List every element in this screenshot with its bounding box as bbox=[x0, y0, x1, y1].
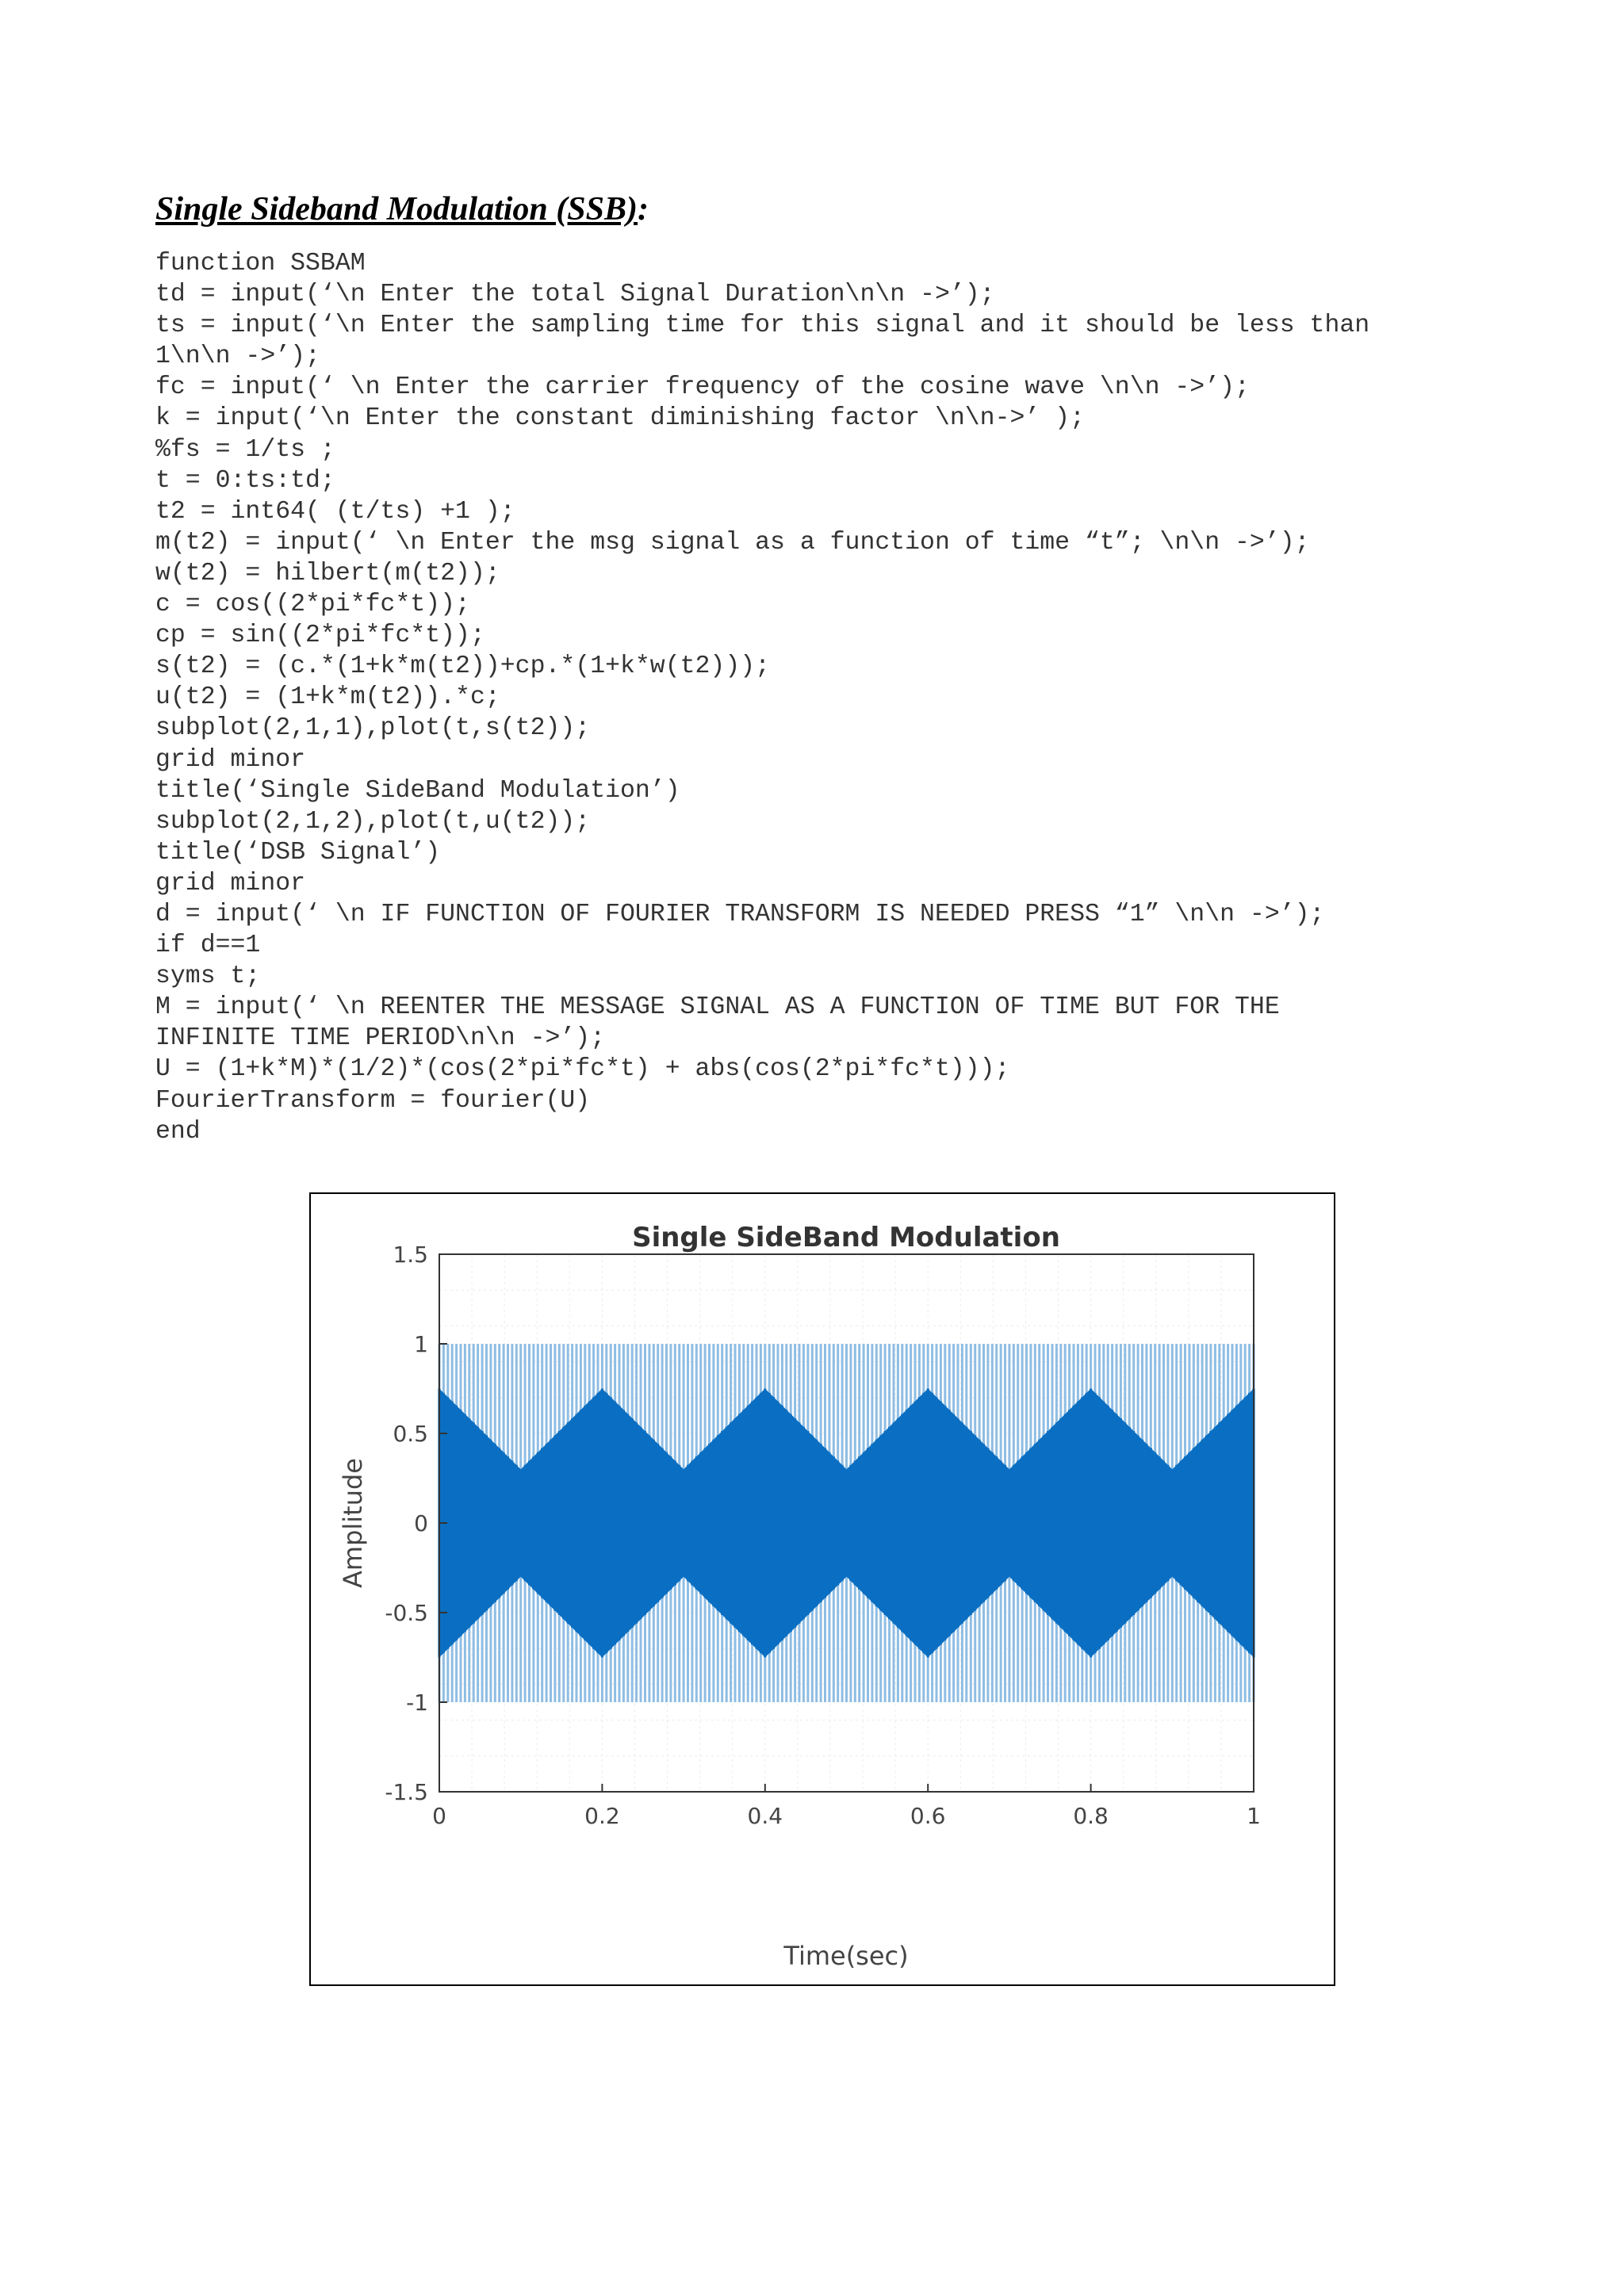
code-line: function SSBAM bbox=[155, 250, 366, 277]
y-tick-label: -0.5 bbox=[385, 1600, 428, 1626]
code-line: k = input(‘\n Enter the constant diminishing factor \n\n->’ ); bbox=[155, 404, 1085, 433]
code-line: m(t2) = input(‘ \n Enter the msg signal as a function of time “t”; \n\n ->’); bbox=[155, 528, 1310, 557]
code-line: w(t2) = hilbert(m(t2)); bbox=[155, 559, 500, 587]
code-line: subplot(2,1,1),plot(t,s(t2)); bbox=[155, 714, 591, 743]
code-line: d = input(‘ \n IF FUNCTION OF FOURIER TRANSFORM IS NEEDED PRESS “1” \n\n ->’); bbox=[155, 900, 1325, 928]
code-line: 1\n\n ->’); bbox=[155, 342, 320, 371]
y-tick-label: 0.5 bbox=[393, 1421, 428, 1447]
code-line: t2 = int64( (t/ts) +1 ); bbox=[155, 497, 515, 526]
code-line: if d==1 bbox=[155, 932, 261, 960]
code-line: fc = input(‘ \n Enter the carrier frequency of the cosine wave \n\n ->’); bbox=[155, 373, 1250, 402]
code-line: end bbox=[155, 1117, 201, 1146]
code-line: t = 0:ts:td; bbox=[155, 466, 335, 495]
code-line: M = input(‘ \n REENTER THE MESSAGE SIGNAL AS A FUNCTION OF TIME BUT FOR THE bbox=[155, 993, 1280, 1022]
x-tick-label: 0.6 bbox=[910, 1803, 946, 1829]
code-line: td = input(‘\n Enter the total Signal Duration\n\n ->’); bbox=[155, 281, 995, 309]
code-line: U = (1+k*M)*(1/2)*(cos(2*pi*fc*t) + abs(cos(2*pi*fc*t))); bbox=[155, 1055, 1010, 1084]
ssb-chart bbox=[311, 1194, 1337, 1988]
x-tick-label: 0.4 bbox=[747, 1803, 783, 1829]
y-tick-label: -1.5 bbox=[385, 1779, 428, 1805]
code-line: cp = sin((2*pi*fc*t)); bbox=[155, 622, 485, 650]
code-line: syms t; bbox=[155, 962, 261, 991]
y-tick-label: -1 bbox=[406, 1689, 428, 1716]
code-line: title(‘Single SideBand Modulation’) bbox=[155, 776, 680, 805]
y-tick-label: 1 bbox=[414, 1331, 428, 1357]
x-tick-label: 0.8 bbox=[1073, 1803, 1109, 1829]
code-listing bbox=[155, 248, 1519, 1147]
code-line: title(‘DSB Signal’) bbox=[155, 838, 441, 867]
x-axis-label: Time(sec) bbox=[783, 1941, 909, 1971]
x-tick-label: 0 bbox=[432, 1803, 446, 1829]
y-tick-label: 1.5 bbox=[393, 1242, 428, 1268]
heading-colon: : bbox=[638, 191, 649, 228]
code-line: s(t2) = (c.*(1+k*m(t2))+cp.*(1+k*w(t2))); bbox=[155, 652, 771, 681]
x-tick-label: 0.2 bbox=[584, 1803, 620, 1829]
chart-title: Single SideBand Modulation bbox=[632, 1222, 1060, 1253]
code-line: c = cos((2*pi*fc*t)); bbox=[155, 591, 470, 619]
code-line: INFINITE TIME PERIOD\n\n ->’); bbox=[155, 1024, 606, 1053]
y-tick-label: 0 bbox=[414, 1510, 428, 1536]
x-tick-label: 1 bbox=[1247, 1803, 1261, 1829]
chart-figure bbox=[309, 1192, 1335, 1986]
heading-title: Single Sideband Modulation (SSB) bbox=[155, 191, 638, 228]
code-line: u(t2) = (1+k*m(t2)).*c; bbox=[155, 683, 500, 712]
code-line: grid minor bbox=[155, 745, 306, 774]
code-line: subplot(2,1,2),plot(t,u(t2)); bbox=[155, 807, 591, 836]
code-line: %fs = 1/ts ; bbox=[155, 435, 335, 464]
y-axis-label: Amplitude bbox=[338, 1458, 368, 1588]
code-line: grid minor bbox=[155, 869, 306, 897]
code-line: ts = input(‘\n Enter the sampling time for this signal and it should be less than bbox=[155, 312, 1370, 340]
page-heading bbox=[155, 190, 649, 228]
code-line: FourierTransform = fourier(U) bbox=[155, 1086, 591, 1115]
